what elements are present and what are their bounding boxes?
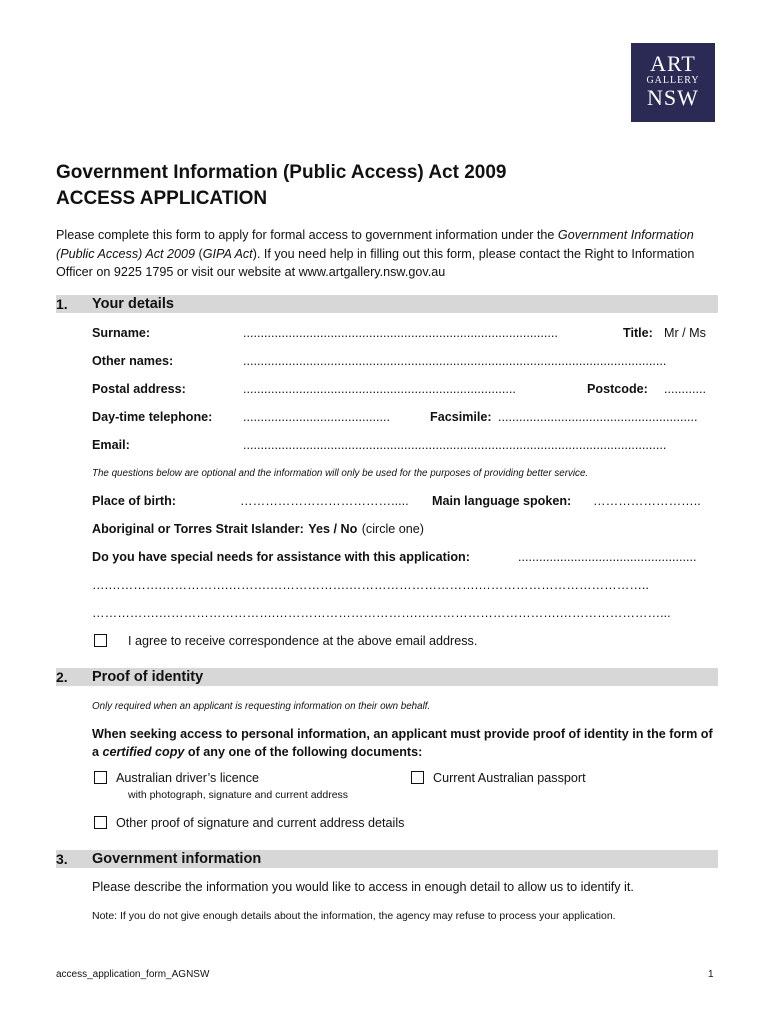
logo-line-3: NSW [647, 85, 699, 110]
section-1-header [56, 295, 718, 313]
special-needs-label: Do you have special needs for assistance with this application: [92, 550, 470, 564]
special-needs-line-3[interactable]: …………….……………………….…………………………….…………………………….……………………... [92, 606, 671, 620]
place-of-birth-label: Place of birth: [92, 494, 176, 508]
section-number: 1. [56, 296, 68, 312]
title-label: Title: [623, 326, 653, 340]
daytime-telephone-field[interactable]: .......................................... [243, 410, 390, 424]
other-names-label: Other names: [92, 354, 174, 368]
passport-checkbox[interactable] [411, 771, 424, 784]
special-needs-field[interactable]: ................................................... [518, 550, 697, 564]
intro-paragraph: Please complete this form to apply for formal access to government information under the Government Information (Public Access) Act 2009 (GIPA Act). If you need help in filling out this form, please contact the Right to Information Officer on 9225 1795 or visit our website at www.artgallery.nsw.gov.au [56, 228, 695, 279]
other-names-field[interactable]: ......................................................................................................................... [243, 354, 667, 368]
title-line-2: ACCESS APPLICATION [56, 188, 268, 209]
drivers-licence-checkbox[interactable] [94, 771, 107, 784]
daytime-telephone-label: Day-time telephone: [92, 410, 213, 424]
email-field[interactable]: ......................................................................................................................... [243, 438, 667, 452]
other-proof-label: Other proof of signature and current address details [116, 816, 405, 830]
place-of-birth-field[interactable]: ………………………………..... [240, 494, 409, 508]
aboriginal-yes-no-options[interactable]: Yes / No [308, 522, 358, 536]
drivers-licence-subtext: with photograph, signature and current address [128, 789, 349, 801]
main-language-label: Main language spoken: [432, 494, 572, 508]
title-line-1: Government Information (Public Access) Act 2009 [56, 162, 507, 183]
postal-address-field[interactable]: .............................................................................. [243, 382, 516, 396]
passport-label: Current Australian passport [433, 771, 586, 785]
aboriginal-label: Aboriginal or Torres Strait Islander: [92, 522, 304, 536]
section-title: Government information [92, 851, 262, 867]
agree-email-label: I agree to receive correspondence at the above email address. [128, 634, 478, 648]
title-options[interactable]: Mr / Ms [664, 326, 706, 340]
section-2-header [56, 668, 718, 686]
aboriginal-question [92, 520, 424, 538]
facsimile-field[interactable]: ......................................................... [498, 410, 698, 424]
special-needs-line-2[interactable]: ….………….…………….……….……………….………………………….………………………………….. [92, 578, 649, 592]
section-number: 2. [56, 669, 68, 685]
other-proof-checkbox[interactable] [94, 816, 107, 829]
surname-label: Surname: [92, 326, 151, 340]
optional-questions-note: The questions below are optional and the information will only be used for the purposes of providing better service. [92, 468, 589, 479]
postcode-field[interactable]: ............ [664, 382, 706, 396]
email-label: Email: [92, 438, 130, 452]
surname-field[interactable]: .......................................................................................... [243, 326, 558, 340]
page-title [56, 160, 507, 212]
section-title: Your details [92, 296, 174, 312]
footer-filename: access_application_form_AGNSW [56, 969, 210, 980]
facsimile-label: Facsimile: [430, 410, 492, 424]
refuse-process-note: Note: If you do not give enough details about the information, the agency may refuse to process your application. [92, 910, 616, 922]
page-number: 1 [708, 969, 714, 980]
proof-only-required-note: Only required when an applicant is requesting information on their own behalf. [92, 701, 431, 712]
section-number: 3. [56, 851, 68, 867]
describe-information-text: Please describe the information you would like to access in enough detail to allow us to identify it. [92, 880, 634, 894]
main-language-field[interactable]: …………………….. [593, 494, 701, 508]
art-gallery-nsw-logo [631, 43, 715, 122]
logo-line-1: ART [650, 51, 696, 76]
postal-address-label: Postal address: [92, 382, 186, 396]
circle-one-hint: (circle one) [361, 522, 425, 536]
drivers-licence-label: Australian driver’s licence [116, 771, 260, 785]
proof-requirement-text: When seeking access to personal information, an applicant must provide proof of identity in the form of a certified copy of any one of the following documents: [92, 727, 713, 759]
agree-email-checkbox[interactable] [94, 634, 107, 647]
postcode-label: Postcode: [587, 382, 648, 396]
section-title: Proof of identity [92, 669, 204, 685]
section-3-header [56, 850, 718, 868]
logo-line-2: GALLERY [646, 75, 700, 86]
